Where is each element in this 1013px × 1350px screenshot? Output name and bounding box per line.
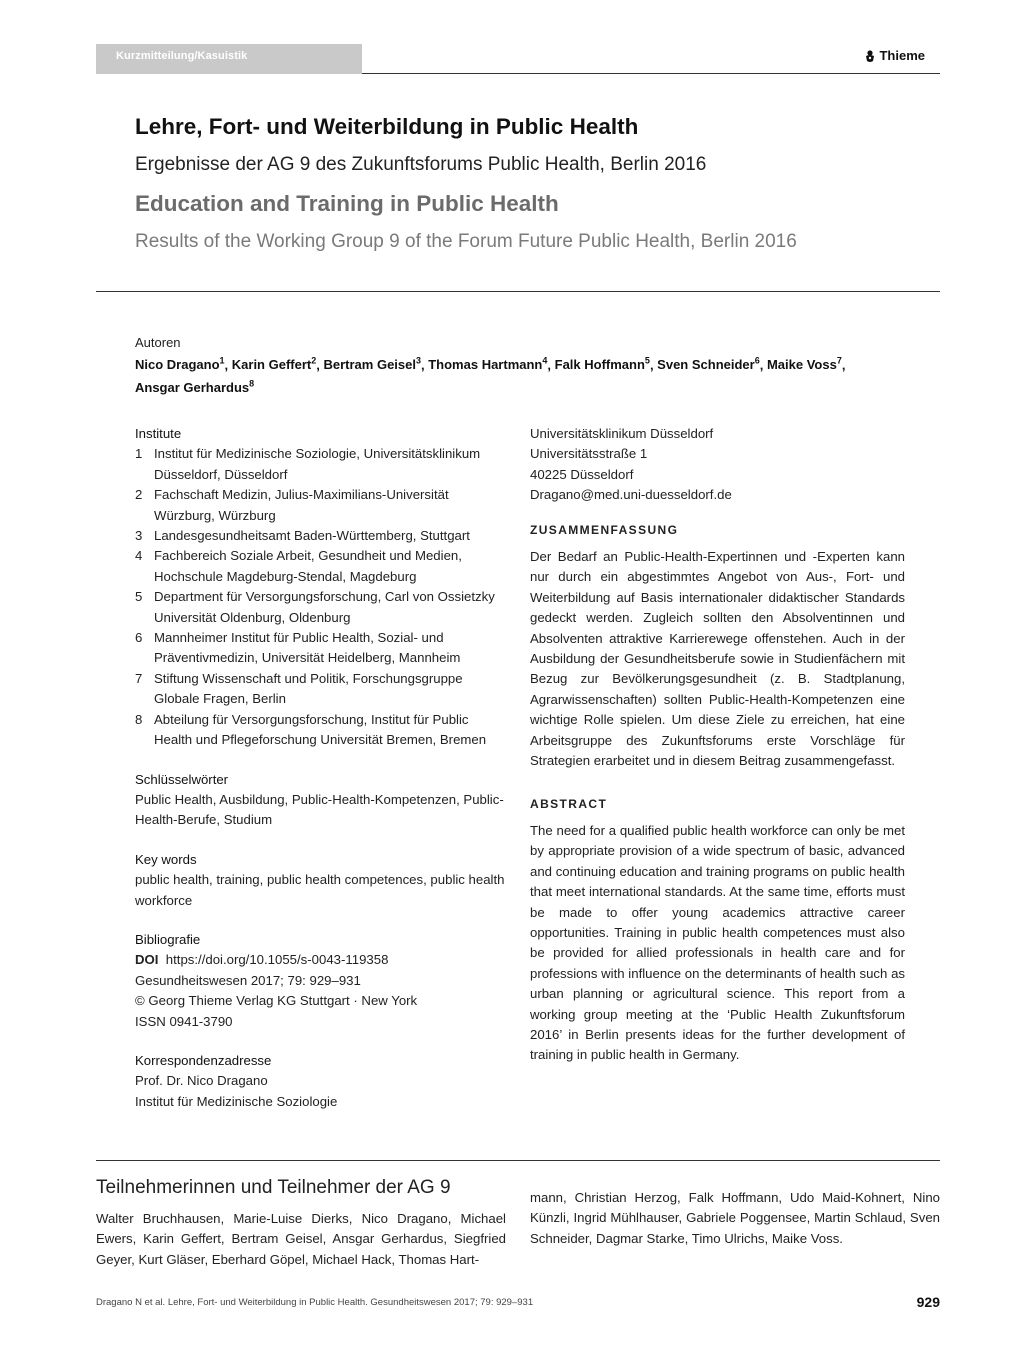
author-affiliation-number: 3 [415, 356, 421, 366]
bibliography-label: Bibliografie [135, 931, 201, 947]
correspondence-email[interactable]: Dragano@med.uni-duesseldorf.de [530, 487, 732, 503]
participants-text-left: Walter Bruchhausen, Marie-Luise Dierks, Nico Dragano, Michael Ewers, Karin Geffert, Bertram Geisel, Ansgar Gerhardus, Siegfried Geyer, Kurt Gläser, Eberhard Göpel, Michael Hack, Thomas Hart- [96, 1211, 506, 1267]
abstract-text: The need for a qualified public health workforce can only be met by appropriate provision of a wide spectrum of basic, advanced and continuing education and training programs on public health that meet international standards. At the same time, efforts must be made to offer young academics attractive career opportunities. Training in public health competences must also be provided for allied professionals in health care and for professions with influence on the determinants of health such as urban planning or agricultural science. This report from a working group meeting at the ‘Public Health Zukunftsforum 2016’ in Berlin presents ideas for the further development of training in public health in Germany. [530, 822, 905, 1063]
keywords-en-label: Key words [135, 851, 197, 867]
category-bar [96, 44, 362, 74]
author-name: Falk Hoffmann$^5$ [554, 356, 650, 373]
institute-item [135, 669, 510, 710]
title-divider [96, 291, 940, 292]
zusammenfassung-text: Der Bedarf an Public-Health-Expertinnen und -Experten kann nur durch ein abgestimmtes Angebot von Aus-, Fort- und Weiterbildung auf Basis internationaler didaktischer Standards gedeckt werden. Zugleich sollten den Absolventinnen und Absolventen attraktive Karrierewege offenstehen. Auch in der Ausbildung der Gesundheitsberufe sowie in Studienfächern mit Bezug zur Bevölkerungsgesundheit (z. B. Stadtplanung, Agrarwissenschaften) sollten Public-Health-Kompetenzen eine wichtige Rolle spielen. Um diese Ziele zu erreichen, hat eine Arbeitsgruppe des Zukunftsforums erste Vorschläge für Strategien erarbeitet und in diesem Beitrag zusammengefasst. [530, 549, 905, 769]
keywords-de-label: Schlüsselwörter [135, 771, 229, 787]
authors-list: Nico Dragano$^1$, Karin Geffert$^2$, Bertram Geisel$^3$, Thomas Hartmann$^4$, Falk Hoffmann$^5$, Sven Schneider$^6$, Maike Voss$^7$, Ansgar Gerhardus$^8$ [135, 356, 846, 395]
correspondence-line: Universitätsstraße 1 [530, 446, 648, 462]
keywords-de-text: Public Health, Ausbildung, Public-Health-Kompetenzen, Public-Health-Berufe, Studium [135, 791, 504, 828]
subtitle-german: Ergebnisse der AG 9 des Zukunftsforums Public Health, Berlin 2016 [135, 154, 707, 175]
author-affiliation-number: 5 [644, 356, 650, 366]
issn-line: ISSN 0941-3790 [135, 1013, 233, 1029]
header-rule [362, 73, 940, 74]
zusammenfassung-heading: ZUSAMMENFASSUNG [530, 522, 679, 537]
correspondence-label: Korrespondenzadresse [135, 1052, 272, 1068]
author-name: Maike Voss$^7$ [766, 356, 842, 373]
institute-number: 1 [135, 446, 143, 462]
institute-number: 6 [135, 630, 143, 646]
institute-number: 7 [135, 670, 143, 686]
doi-link[interactable]: https://doi.org/10.1055/s-0043-119358 [165, 952, 389, 968]
institute-text: Fachschaft Medizin, Julius-Maximilians-Universität Würzburg, Würzburg [154, 487, 449, 523]
right-column [530, 424, 905, 1066]
institute-text: Mannheimer Institut für Public Health, Sozial- und Präventivmedizin, Universität Heidelberg, Mannheim [154, 630, 461, 666]
institute-text: Department für Versorgungsforschung, Carl von Ossietzky Universität Oldenburg, Oldenburg [154, 589, 495, 625]
subtitle-english: Results of the Working Group 9 of the Forum Future Public Health, Berlin 2016 [135, 231, 797, 252]
institute-item [135, 546, 510, 587]
participants-heading: Teilnehmerinnen und Teilnehmer der AG 9 [96, 1177, 451, 1198]
title-english: Education and Training in Public Health [135, 191, 559, 216]
participants-divider [96, 1160, 940, 1161]
institutes-list [135, 444, 510, 750]
institutes-label: Institute [135, 426, 182, 441]
publisher-logo [864, 48, 925, 63]
abstract-heading: ABSTRACT [530, 796, 608, 811]
author-affiliation-number: 6 [754, 356, 760, 366]
author-affiliation-number: 4 [542, 356, 548, 366]
keywords-en-text: public health, training, public health competences, public health workforce [135, 872, 505, 908]
thieme-logo-icon [864, 49, 876, 63]
author-name: Karin Geffert$^2$ [231, 356, 317, 373]
institute-text: Landesgesundheitsamt Baden-Württemberg, Stuttgart [154, 528, 470, 544]
author-affiliation-number: 2 [311, 356, 317, 366]
title-german: Lehre, Fort- und Weiterbildung in Public Health [135, 114, 639, 139]
author-name: Bertram Geisel$^3$ [323, 356, 421, 373]
author-name: Sven Schneider$^6$ [657, 356, 760, 373]
left-column [135, 424, 510, 1112]
correspondence-line: 40225 Düsseldorf [530, 466, 634, 482]
institute-item [135, 485, 510, 526]
institute-number: 2 [135, 487, 143, 503]
doi-label: DOI [135, 952, 159, 968]
author-affiliation-number: 1 [219, 356, 225, 366]
institute-text: Abteilung für Versorgungsforschung, Institut für Public Health und Pflegeforschung Universität Bremen, Bremen [154, 711, 487, 748]
category-label: Kurzmitteilung/Kasuistik [116, 50, 248, 62]
institute-text: Fachbereich Soziale Arbeit, Gesundheit und Medien, Hochschule Magdeburg-Stendal, Magdeburg [154, 548, 462, 584]
institute-text: Stiftung Wissenschaft und Politik, Forschungsgruppe Globale Fragen, Berlin [154, 670, 463, 707]
author-name: Nico Dragano$^1$ [135, 356, 225, 373]
institute-item [135, 444, 510, 485]
copyright-line: © Georg Thieme Verlag KG Stuttgart · New York [135, 993, 418, 1009]
publisher-name: Thieme [879, 48, 925, 63]
journal-citation: Gesundheitswesen 2017; 79: 929–931 [135, 972, 361, 988]
institute-number: 5 [135, 589, 143, 605]
author-affiliation-number: 7 [836, 356, 842, 366]
institute-number: 3 [135, 528, 143, 544]
institute-number: 8 [135, 711, 143, 727]
page-number: 929 [916, 1294, 940, 1310]
author-name: Ansgar Gerhardus$^8$ [135, 378, 255, 395]
institute-item [135, 628, 510, 669]
institute-item [135, 710, 510, 751]
participants-text-right: mann, Christian Herzog, Falk Hoffmann, Udo Maid-Kohnert, Nino Künzli, Ingrid Mühlhauser, Gabriele Poggensee, Martin Schlaud, Sven Schneider, Dagmar Starke, Timo Ulrichs, Maike Voss. [530, 1190, 940, 1246]
institute-number: 4 [135, 548, 143, 564]
author-name: Thomas Hartmann$^4$ [428, 356, 548, 373]
correspondence-line: Prof. Dr. Nico Dragano [135, 1073, 268, 1089]
correspondence-line: Universitätsklinikum Düsseldorf [530, 426, 714, 441]
institute-item [135, 526, 510, 546]
authors-label: Autoren [135, 335, 181, 350]
correspondence-line: Institut für Medizinische Soziologie [135, 1093, 338, 1109]
author-affiliation-number: 8 [249, 378, 255, 389]
doi-line [135, 950, 510, 970]
institute-item [135, 587, 510, 628]
footer-citation: Dragano N et al. Lehre, Fort- und Weiterbildung in Public Health. Gesundheitswesen 2017; 79: 929–931 [96, 1297, 534, 1308]
institute-text: Institut für Medizinische Soziologie, Universitätsklinikum Düsseldorf, Düsseldorf [154, 446, 481, 482]
